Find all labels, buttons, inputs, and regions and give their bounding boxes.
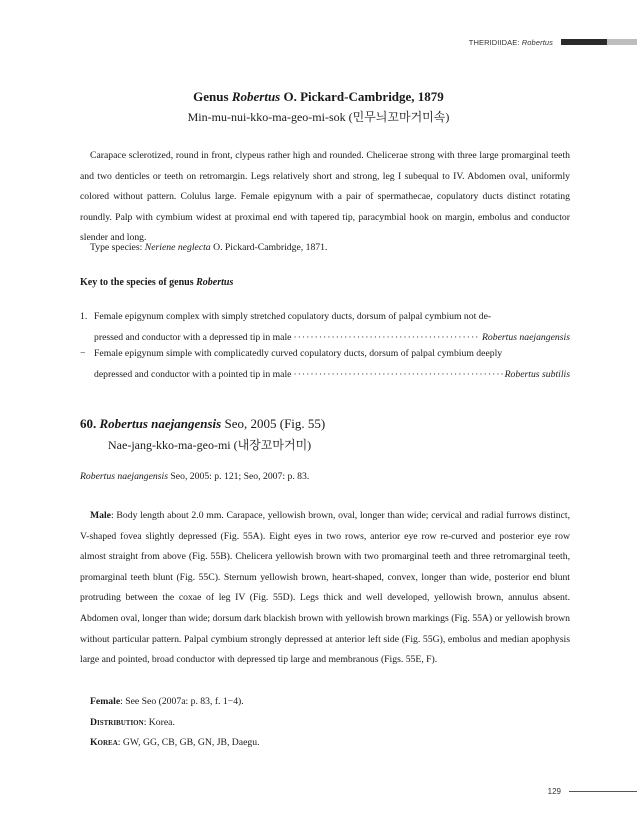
- couplet-number: −: [80, 348, 86, 359]
- couplet-line: depressed and conductor with a pointed tip in male: [94, 368, 292, 380]
- couplet-line: pressed and conductor with a depressed tip in male: [94, 331, 292, 343]
- header-bar-dark: [561, 39, 607, 45]
- species-korean-name: Nae-jang-kko-ma-geo-mi (내장꼬마거미): [108, 438, 312, 452]
- key-couplet: [80, 344, 570, 385]
- male-description: Male: Body length about 2.0 mm. Carapace, yellowish brown, oval, longer than wide; cervical and radial furrows distinct, V-shaped fovea slightly depressed (Fig. 55A). Eight eyes in two rows, anterior eye row re-curved and posterior eye row almost straight from above (Fig. 55B). Chelicera yellowish brown with two promarginal teeth and three retromarginal teeth, promarginal teeth blunt (Fig. 55C). Sternum yellowish brown, heart-shaped, convex, longer than wide, posterior end blunt protruding between the coxae of leg IV (Fig. 55D). Legs thick and well developed, yellowish brown, annulus absent. Abdomen oval, longer than wide; dorsum dark blackish brown with yellowish brown markings (Fig. 55A) or yellowish brown without particular pattern. Palpal cymbium strongly depressed at anterior left side (Fig. 55G), embolus and median apophysis large and pointed, broad conductor with depressed tip large and membranous (Figs. 55E, F).: [80, 510, 570, 666]
- key-couplet: [80, 307, 570, 348]
- distribution-line: Distribution: Korea.: [90, 716, 175, 728]
- species-title: 60. Robertus naejangensis Seo, 2005 (Fig. 55): [80, 416, 326, 431]
- couplet-line: Female epigynum complex with simply stretched copulatory ducts, dorsum of palpal cymbium not de-: [94, 311, 492, 322]
- male-label: Male: [90, 510, 111, 521]
- leader-dots: [293, 365, 502, 386]
- korea-line: Korea: GW, GG, CB, GB, GN, JB, Daegu.: [90, 737, 260, 749]
- couplet-result: Robertus naejangensis: [482, 331, 570, 343]
- footer-rule: [569, 791, 637, 792]
- page-number: 129: [547, 787, 561, 796]
- genus-description: Carapace sclerotized, round in front, clypeus rather high and rounded. Chelicerae strong with three large promarginal teeth and two denticles or teeth on retromargin. Legs relatively short and strong, leg I subequal to IV. Abdomen oval, uniformly colored without pattern. Colulus large. Female epigynum with a pair of spermathecae, copulatory ducts distinct rotating roundly. Palp with cymbium widest at proximal end with tapered tip, paracymbial hook on margin, embolus and conductor slender and long.: [80, 150, 570, 244]
- genus-title: Genus Robertus O. Pickard-Cambridge, 1879: [193, 89, 444, 104]
- running-header-text: THERIDIIDAE: Robertus: [468, 37, 553, 47]
- species-details: [90, 692, 260, 754]
- female-line: Female: See Seo (2007a: p. 83, f. 1−4).: [90, 696, 244, 707]
- running-header: [469, 37, 637, 47]
- genus-korean-name: Min-mu-nui-kko-ma-geo-mi-sok (민무늬꼬마거미속): [187, 110, 450, 124]
- couplet-line: Female epigynum simple with complicatedly curved copulatory ducts, dorsum of palpal cymbium deeply: [94, 348, 503, 359]
- couplet-number: 1.: [80, 311, 88, 322]
- type-species: Type species: Neriene neglecta O. Pickard-Cambridge, 1871.: [90, 242, 328, 253]
- key-heading: Key to the species of genus Robertus: [80, 277, 234, 288]
- header-bar-light: [607, 39, 637, 45]
- page-footer: [548, 787, 637, 796]
- couplet-result: Robertus subtilis: [504, 368, 570, 380]
- species-citation: Robertus naejangensis Seo, 2005: p. 121; Seo, 2007: p. 83.: [80, 471, 310, 482]
